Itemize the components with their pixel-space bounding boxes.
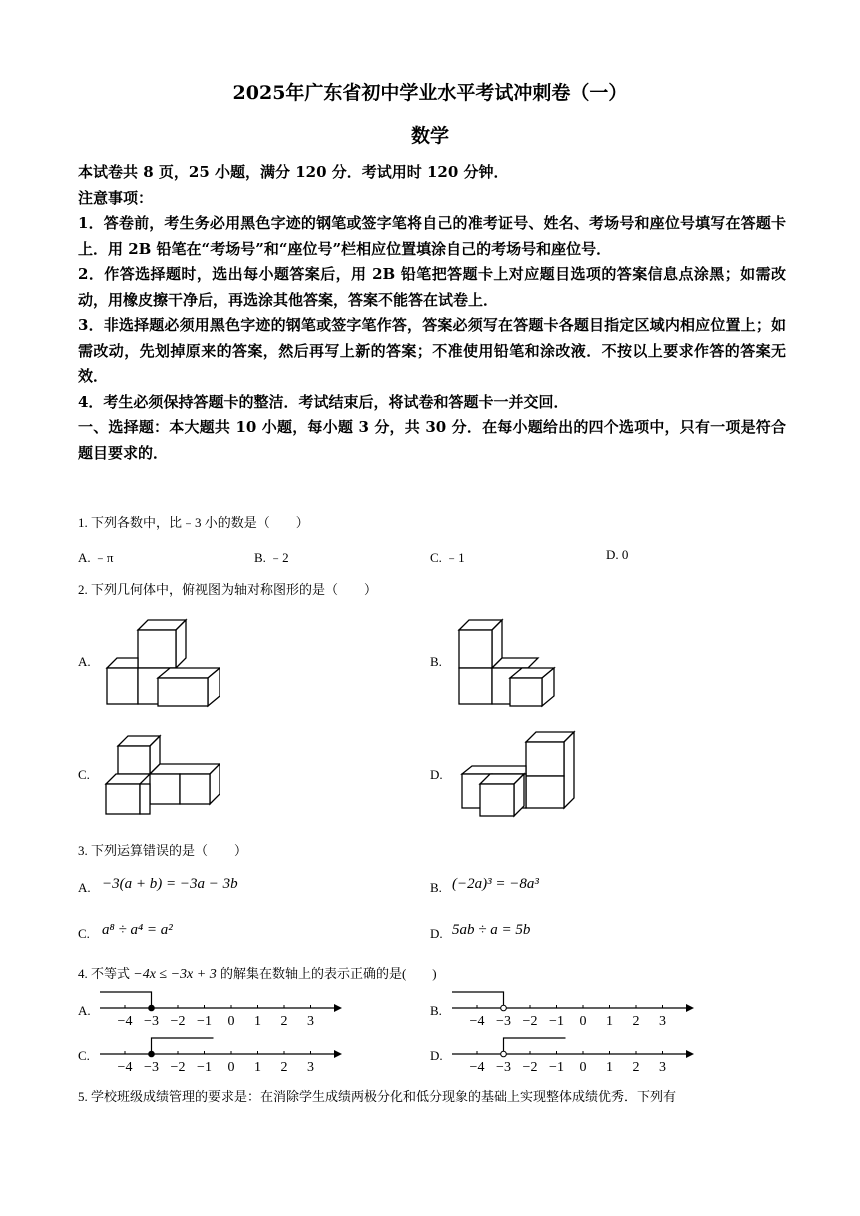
q4-stem-prefix: 4. 不等式 bbox=[78, 966, 131, 981]
q4-stem-suffix: 的解集在数轴上的表示正确的是( ) bbox=[219, 966, 437, 981]
tick-label: 3 bbox=[659, 1014, 666, 1029]
tick-label: 1 bbox=[254, 1060, 261, 1075]
q1-option-c[interactable]: C. ﹣1 bbox=[430, 550, 465, 565]
tick-label: 2 bbox=[280, 1060, 288, 1075]
q4-numberline-d bbox=[448, 1032, 702, 1076]
solution-bracket bbox=[100, 992, 152, 1005]
axis-arrow bbox=[334, 1050, 342, 1058]
closed-point bbox=[149, 1051, 155, 1057]
tick-label: −1 bbox=[549, 1060, 564, 1075]
tick-label: −4 bbox=[469, 1060, 485, 1075]
axis-arrow bbox=[686, 1004, 694, 1012]
q4-label-d[interactable]: D. bbox=[430, 1048, 443, 1063]
tick-label: −1 bbox=[549, 1014, 564, 1029]
q4-numberline-a bbox=[96, 986, 350, 1030]
solution-bracket bbox=[504, 1038, 566, 1051]
q3-label-a[interactable]: A. bbox=[78, 880, 91, 895]
tick-label: 0 bbox=[227, 1060, 235, 1075]
q3-expr-d: 5ab ÷ a = 5b bbox=[452, 922, 531, 938]
axis-arrow bbox=[334, 1004, 342, 1012]
tick-label: 3 bbox=[307, 1060, 314, 1075]
q1-stem: 1. 下列各数中，比﹣3 小的数是（ ） bbox=[78, 515, 309, 530]
tick-label: −2 bbox=[522, 1014, 538, 1029]
tick-label: 2 bbox=[632, 1060, 640, 1075]
closed-point bbox=[149, 1005, 155, 1011]
solution-bracket bbox=[452, 992, 504, 1005]
notice-heading: 注意事项： bbox=[78, 188, 154, 207]
tick-label: 1 bbox=[606, 1014, 613, 1029]
axis-arrow bbox=[686, 1050, 694, 1058]
instructions-block bbox=[78, 160, 786, 466]
q3-stem: 3. 下列运算错误的是（ ） bbox=[78, 843, 248, 858]
q4-stem bbox=[78, 963, 437, 983]
q2-cubes-a bbox=[100, 612, 220, 712]
q5-stem: 5. 学校班级成绩管理的要求是：在消除学生成绩两极分化和低分现象的基础上实现整体成绩优秀．下列有 bbox=[78, 1089, 677, 1104]
subject-title: 数学 bbox=[410, 125, 449, 147]
q3-expr-c: a⁸ ÷ a⁴ = a² bbox=[102, 922, 173, 938]
tick-label: −2 bbox=[170, 1060, 186, 1075]
tick-label: −4 bbox=[117, 1060, 133, 1075]
q2-label-d[interactable]: D. bbox=[430, 767, 443, 782]
q4-label-c[interactable]: C. bbox=[78, 1048, 90, 1063]
exam-title: 2025年广东省初中学业水平考试冲刺卷（一） bbox=[232, 82, 628, 104]
tick-label: 3 bbox=[659, 1060, 666, 1075]
tick-label: 2 bbox=[280, 1014, 288, 1029]
q1-option-a[interactable]: A. ﹣π bbox=[78, 550, 114, 565]
open-point bbox=[501, 1051, 507, 1057]
q1-option-d[interactable]: D. 0 bbox=[606, 547, 629, 562]
tick-label: −4 bbox=[117, 1014, 133, 1029]
q3-label-b[interactable]: B. bbox=[430, 880, 442, 895]
q4-inequality: −4x ≤ −3x + 3 bbox=[133, 967, 217, 982]
tick-label: −3 bbox=[144, 1014, 159, 1029]
q2-label-b[interactable]: B. bbox=[430, 654, 442, 669]
tick-label: 0 bbox=[227, 1014, 235, 1029]
tick-label: −1 bbox=[197, 1060, 212, 1075]
tick-label: −3 bbox=[496, 1060, 511, 1075]
tick-label: 1 bbox=[606, 1060, 613, 1075]
q2-cubes-c bbox=[100, 732, 220, 817]
tick-label: 3 bbox=[307, 1014, 314, 1029]
tick-label: −2 bbox=[170, 1014, 186, 1029]
tick-label: 1 bbox=[254, 1014, 261, 1029]
notice-item: 1．答卷前，考生务必用黑色字迹的钢笔或签字笔将自己的准考证号、姓名、考场号和座位号填写在答题卡上．用 2B 铅笔在“考场号”和“座位号”栏相应位置填涂自己的考场号和座位号． bbox=[78, 214, 786, 258]
q4-numberline-b bbox=[448, 986, 702, 1030]
q4-numberline-c bbox=[96, 1032, 350, 1076]
tick-label: 0 bbox=[579, 1060, 587, 1075]
q3-label-c[interactable]: C. bbox=[78, 926, 90, 941]
tick-label: −1 bbox=[197, 1014, 212, 1029]
q2-stem: 2. 下列几何体中，俯视图为轴对称图形的是（ ） bbox=[78, 582, 378, 597]
q4-label-b[interactable]: B. bbox=[430, 1003, 442, 1018]
q2-label-c[interactable]: C. bbox=[78, 767, 90, 782]
q3-label-d[interactable]: D. bbox=[430, 926, 443, 941]
section-heading: 一、选择题：本大题共 10 小题，每小题 3 分，共 30 分．在每小题给出的四个选项中，只有一项是符合题目要求的． bbox=[78, 418, 786, 462]
tick-label: −3 bbox=[144, 1060, 159, 1075]
notice-item: 3．非选择题必须用黑色字迹的钢笔或签字笔作答，答案必须写在答题卡各题目指定区域内相应位置上；如需改动，先划掉原来的答案，然后再写上新的答案；不准使用铅笔和涂改液．不按以上要求作答的答案无效． bbox=[78, 316, 786, 385]
q1-option-b[interactable]: B. ﹣2 bbox=[254, 550, 289, 565]
q2-label-a[interactable]: A. bbox=[78, 654, 91, 669]
q3-expr-b: (−2a)³ = −8a³ bbox=[452, 876, 539, 892]
notice-item: 2．作答选择题时，选出每小题答案后，用 2B 铅笔把答题卡上对应题目选项的答案信息点涂黑；如需改动，用橡皮擦干净后，再选涂其他答案，答案不能答在试卷上． bbox=[78, 265, 786, 309]
notice-item: 4．考生必须保持答题卡的整洁．考试结束后，将试卷和答题卡一并交回． bbox=[78, 392, 569, 411]
q2-cubes-d bbox=[452, 728, 582, 823]
exam-intro: 本试卷共 8 页，25 小题，满分 120 分．考试用时 120 分钟． bbox=[78, 163, 509, 181]
q3-expr-a: −3(a + b) = −3a − 3b bbox=[102, 876, 238, 892]
tick-label: 2 bbox=[632, 1014, 640, 1029]
solution-bracket bbox=[152, 1038, 214, 1051]
tick-label: −3 bbox=[496, 1014, 511, 1029]
open-point bbox=[501, 1005, 507, 1011]
q4-label-a[interactable]: A. bbox=[78, 1003, 91, 1018]
q2-cubes-b bbox=[452, 612, 572, 712]
tick-label: −2 bbox=[522, 1060, 538, 1075]
tick-label: −4 bbox=[469, 1014, 485, 1029]
tick-label: 0 bbox=[579, 1014, 587, 1029]
